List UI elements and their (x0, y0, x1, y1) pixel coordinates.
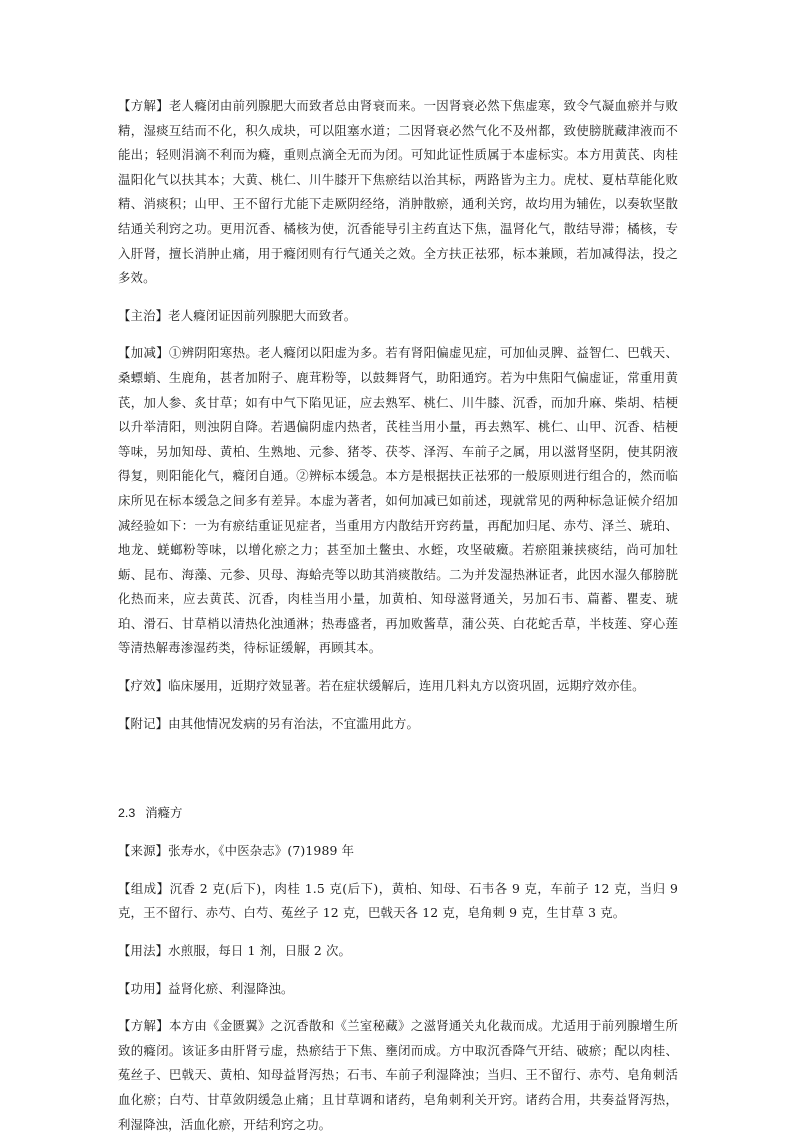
paragraph-laiyuan (118, 839, 678, 864)
text-gongyong: 益肾化瘀、利湿降浊。 (168, 980, 294, 996)
label-laiyuan: 【来源】 (118, 843, 169, 859)
document-page (118, 94, 678, 1137)
label-yongfa: 【用法】 (118, 943, 169, 959)
label-fangjie-2: 【方解】 (118, 1018, 169, 1034)
text-zhuzhi: 老人癃闭证因前列腺肥大而致者。 (168, 307, 357, 323)
paragraph-fangjie-1 (118, 94, 678, 291)
text-fangjie: 老人癃闭由前列腺肥大而致者总由肾衰而来。一因肾衰必然下焦虚寒，致令气凝血瘀并与败精，湿痰互结而不化，积久成块，可以阻塞水道；二因肾衰必然气化不及州都，致使膀胱藏津液而不能出；轻则涓滴不利而为癃，重则点滴全无而为闭。可知此证性质属于本虚标实。本方用黄芪、肉桂温阳化气以扶其本；大黄、桃仁、川牛膝开下焦瘀结以治其标，两路皆为主力。虎杖、夏枯草能化败精、消痰积；山甲、王不留行尤能下走厥阴经络，消肿散瘀，通利关窍，故均用为辅佐，以奏软坚散结通关利窍之功。更用沉香、橘核为使，沉香能导引主药直达下焦，温肾化气，散结导滞；橘核，专入肝肾，擅长消肿止痛，用于癃闭则有行气通关之效。全方扶正祛邪，标本兼顾，若加减得法，投之多效。 (118, 98, 679, 286)
text-yongfa: 水煎服，每日 1 剂，日服 2 次。 (168, 943, 352, 959)
text-fuji: 由其他情况发病的另有治法，不宜滥用此方。 (168, 715, 419, 731)
text-laiyuan: 张寿水，《中医杂志》(7)1989 年 (168, 843, 355, 859)
paragraph-yongfa (118, 939, 678, 964)
section-heading (118, 801, 678, 825)
text-jiajian: ①辨阴阳寒热。老人癃闭以阳虚为多。若有肾阳偏虚见症，可加仙灵脾、益智仁、巴戟天、桑螵蛸、生鹿角，甚者加附子、鹿茸粉等，以鼓舞肾气，助阳通窍。若为中焦阳气偏虚证，常重用黄芪，加人参、炙甘草；如有中气下陷见证，应去熟军、桃仁、川牛膝、沉香，而加升麻、柴胡、桔梗以升举清阳，则浊阴自降。若遇偏阴虚内热者，芪桂当用小量，再去熟军、桃仁、山甲、沉香、桔梗等味，另加知母、黄柏、生熟地、元参、猪苓、茯苓、泽泻、车前子之属，用以滋肾坚阴，使其阴液得复，则阳能化气，癃闭自通。②辨标本缓急。本方是根据扶正祛邪的一般原则进行组合的，然而临床所见在标本缓急之间多有差异。本虚为著者，如何加减已如前述，现就常见的两种标急证候介绍加减经验如下：一为有瘀结重证见症者，当重用方内散结开窍药量，再配加归尾、赤芍、泽兰、琥珀、地龙、蜣螂粉等味，以增化瘀之力；甚至加土鳖虫、水蛭，攻坚破癥。若瘀阻兼挟痰结，尚可加牡蛎、昆布、海藻、元参、贝母、海蛤壳等以助其消痰散结。二为并发湿热淋证者，此因水湿久郁膀胱化热而来，应去黄芪、沉香，肉桂当用小量，加黄柏、知母滋肾通关，另加石韦、萹蓄、瞿麦、琥珀、滑石、甘草梢以清热化浊通淋；热毒盛者，再加败酱草，蒲公英、白花蛇舌草，半枝莲、穿心莲等清热解毒渗湿药类，待标证缓解，再顾其本。 (118, 345, 679, 656)
section-title: 消癃方 (145, 806, 183, 821)
paragraph-fuji (118, 712, 678, 737)
label-zhuzhi: 【主治】 (118, 307, 169, 323)
section-number: 2.3 (118, 806, 136, 821)
label-fuji: 【附记】 (118, 715, 169, 731)
paragraph-zucheng (118, 877, 678, 926)
paragraph-zhuzhi (118, 304, 678, 329)
label-gongyong: 【功用】 (118, 980, 169, 996)
label-fangjie: 【方解】 (118, 98, 169, 113)
paragraph-gongyong (118, 977, 678, 1002)
label-zucheng: 【组成】 (118, 880, 170, 896)
paragraph-jiajian (118, 341, 678, 661)
text-zucheng: 沉香 2 克(后下)，肉桂 1.5 克(后下)，黄柏、知母、石韦各 9 克，车前子 12 克，当归 9 克，王不留行、赤芍、白芍、菟丝子 12 克，巴戟天各 12 克，皂角刺 9 克，生甘草 3 克。 (118, 880, 678, 921)
text-liaoxiao: 临床屡用，近期疗效显著。若在症状缓解后，连用几料丸方以资巩固，远期疗效亦佳。 (168, 678, 645, 694)
text-fangjie-2: 本方由《金匮翼》之沉香散和《兰室秘藏》之滋肾通关丸化裁而成。尤适用于前列腺增生所致的癃闭。该证多由肝肾亏虚，热瘀结于下焦、壅闭而成。方中取沉香降气开结、破瘀；配以肉桂、菟丝子、巴戟天、黄柏、知母益肾泻热；石韦、车前子利湿降浊；当归、王不留行、赤芍、皂角刺活血化瘀；白芍、甘草敛阴缓急止痛；且甘草调和诸药，皂角刺利关开窍。诸药合用，共奏益肾泻热，利湿降浊，活血化瘀，开结利窍之功。 (118, 1018, 679, 1132)
paragraph-fangjie-2 (118, 1014, 678, 1137)
label-jiajian: 【加减】 (118, 345, 169, 361)
label-liaoxiao: 【疗效】 (118, 678, 169, 694)
paragraph-liaoxiao (118, 674, 678, 699)
